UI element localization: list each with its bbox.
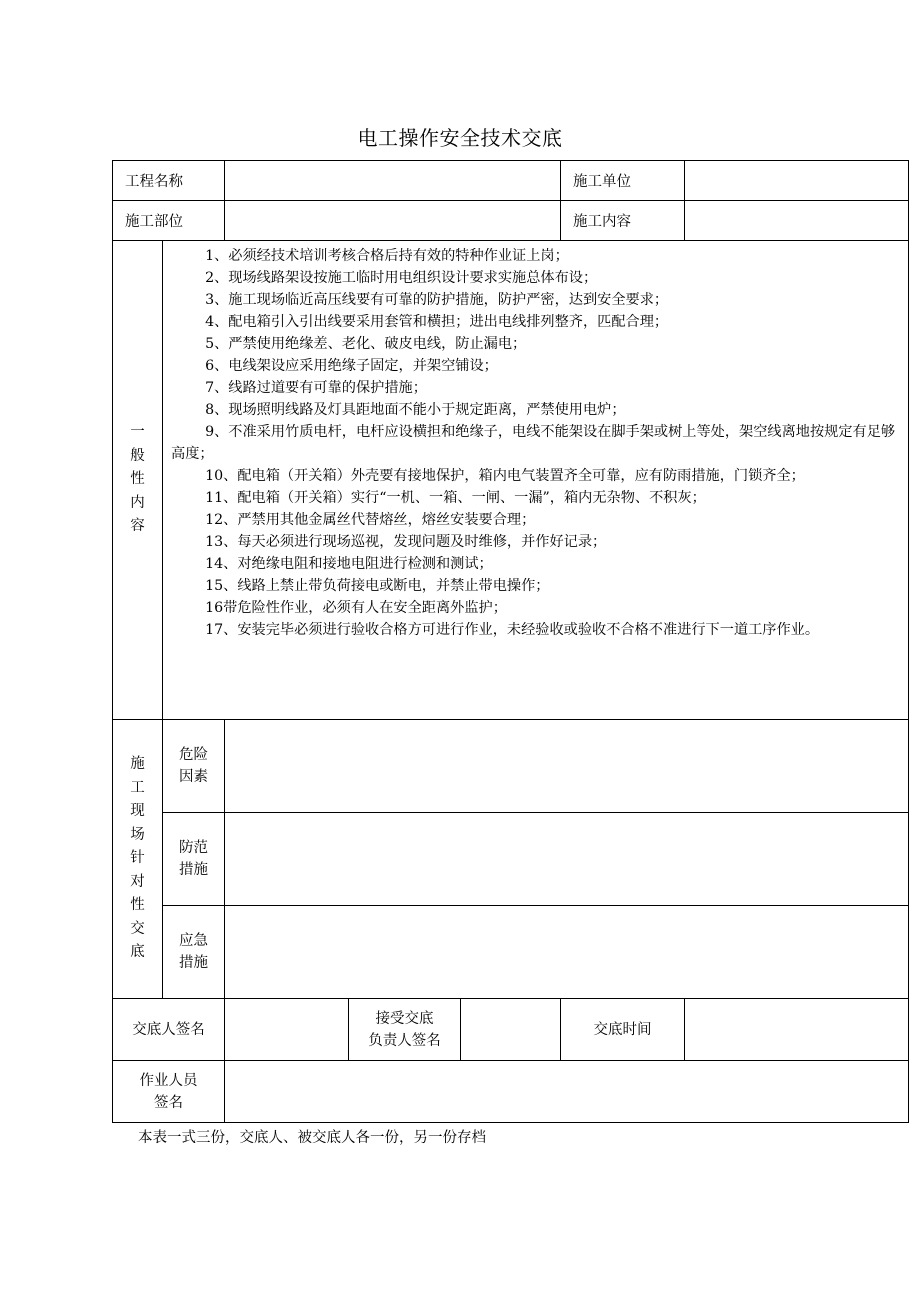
emergency-field[interactable]: [225, 906, 909, 999]
general-content-row: [113, 241, 909, 720]
rule-item: 6、电线架设应采用绝缘子固定，并架空铺设；: [205, 358, 498, 374]
project-name-field[interactable]: [225, 161, 561, 201]
part-row: [113, 201, 909, 241]
rule-item: 14、对绝缘电阻和接地电阻进行检测和测试；: [205, 556, 493, 572]
rule-item: 15、线路上禁止带负荷接电或断电，并禁止带电操作；: [205, 578, 550, 594]
emergency-label: 应急 措施: [163, 906, 225, 999]
project-row: [113, 161, 909, 201]
briefer-signature-field[interactable]: [225, 999, 349, 1061]
construction-part-field[interactable]: [225, 201, 561, 241]
rule-item: 17、安装完毕必须进行验收合格方可进行作业，未经验收或验收不合格不准进行下一道工序作业。: [205, 622, 820, 638]
rule-item: 12、严禁用其他金属丝代替熔丝，熔丝安装要合理；: [205, 512, 536, 528]
prevention-label: 防范 措施: [163, 813, 225, 906]
general-content-text: [163, 241, 909, 720]
briefing-time-label: 交底时间: [561, 999, 685, 1061]
rule-item: 1、必须经技术培训考核合格后持有效的特种作业证上岗；: [205, 248, 569, 264]
construction-unit-label: 施工单位: [561, 161, 685, 201]
hazard-label: 危险 因素: [163, 720, 225, 813]
emergency-row: [113, 906, 909, 999]
signature-row: [113, 999, 909, 1061]
construction-part-label: 施工部位: [113, 201, 225, 241]
project-name-label: 工程名称: [113, 161, 225, 201]
rule-item: 4、配电箱引入引出线要采用套管和横担；进出电线排列整齐，匹配合理；: [205, 314, 669, 330]
footnote: 本表一式三份，交底人、被交底人各一份，另一份存档: [138, 1130, 486, 1146]
construction-content-field[interactable]: [685, 201, 909, 241]
rule-item: 5、严禁使用绝缘差、老化、破皮电线，防止漏电；: [205, 336, 527, 352]
construction-content-label: 施工内容: [561, 201, 685, 241]
rule-item: 9、不准采用竹质电杆，电杆应设横担和绝缘子，电线不能架设在脚手架或树上等处，架空线离地按规定有足够高度；: [171, 424, 896, 462]
briefing-time-field[interactable]: [685, 999, 909, 1061]
hazard-field[interactable]: [225, 720, 909, 813]
workers-signature-label: 作业人员 签名: [113, 1061, 225, 1123]
rule-item: 10、配电箱（开关箱）外壳要有接地保护，箱内电气装置齐全可靠，应有防雨措施，门锁齐全；: [205, 468, 805, 484]
receiver-signature-field[interactable]: [461, 999, 561, 1061]
receiver-signature-label: 接受交底 负责人签名: [349, 999, 461, 1061]
general-content-label: 一 般 性 内 容: [113, 241, 163, 720]
rule-item: 16带危险性作业，必须有人在安全距离外监护；: [205, 600, 507, 616]
site-specific-label: 施 工 现 场 针 对 性 交 底: [113, 720, 163, 999]
workers-row: [113, 1061, 909, 1123]
rule-item: 8、现场照明线路及灯具距地面不能小于规定距离，严禁使用电炉；: [205, 402, 626, 418]
safety-briefing-form: [112, 160, 909, 1123]
rule-item: 3、施工现场临近高压线要有可靠的防护措施，防护严密，达到安全要求；: [205, 292, 669, 308]
rule-item: 13、每天必须进行现场巡视，发现问题及时维修，并作好记录；: [205, 534, 607, 550]
workers-signature-field[interactable]: [225, 1061, 909, 1123]
briefer-signature-label: 交底人签名: [113, 999, 225, 1061]
rule-item: 2、现场线路架设按施工临时用电组织设计要求实施总体布设；: [205, 270, 598, 286]
prevention-field[interactable]: [225, 813, 909, 906]
prevention-row: [113, 813, 909, 906]
hazard-row: [113, 720, 909, 813]
document-title: 电工操作安全技术交底: [357, 126, 563, 150]
rule-item: 11、配电箱（开关箱）实行“一机、一箱、一闸、一漏”，箱内无杂物、不积灰；: [205, 490, 706, 506]
rule-item: 7、线路过道要有可靠的保护措施；: [205, 380, 427, 396]
construction-unit-field[interactable]: [685, 161, 909, 201]
